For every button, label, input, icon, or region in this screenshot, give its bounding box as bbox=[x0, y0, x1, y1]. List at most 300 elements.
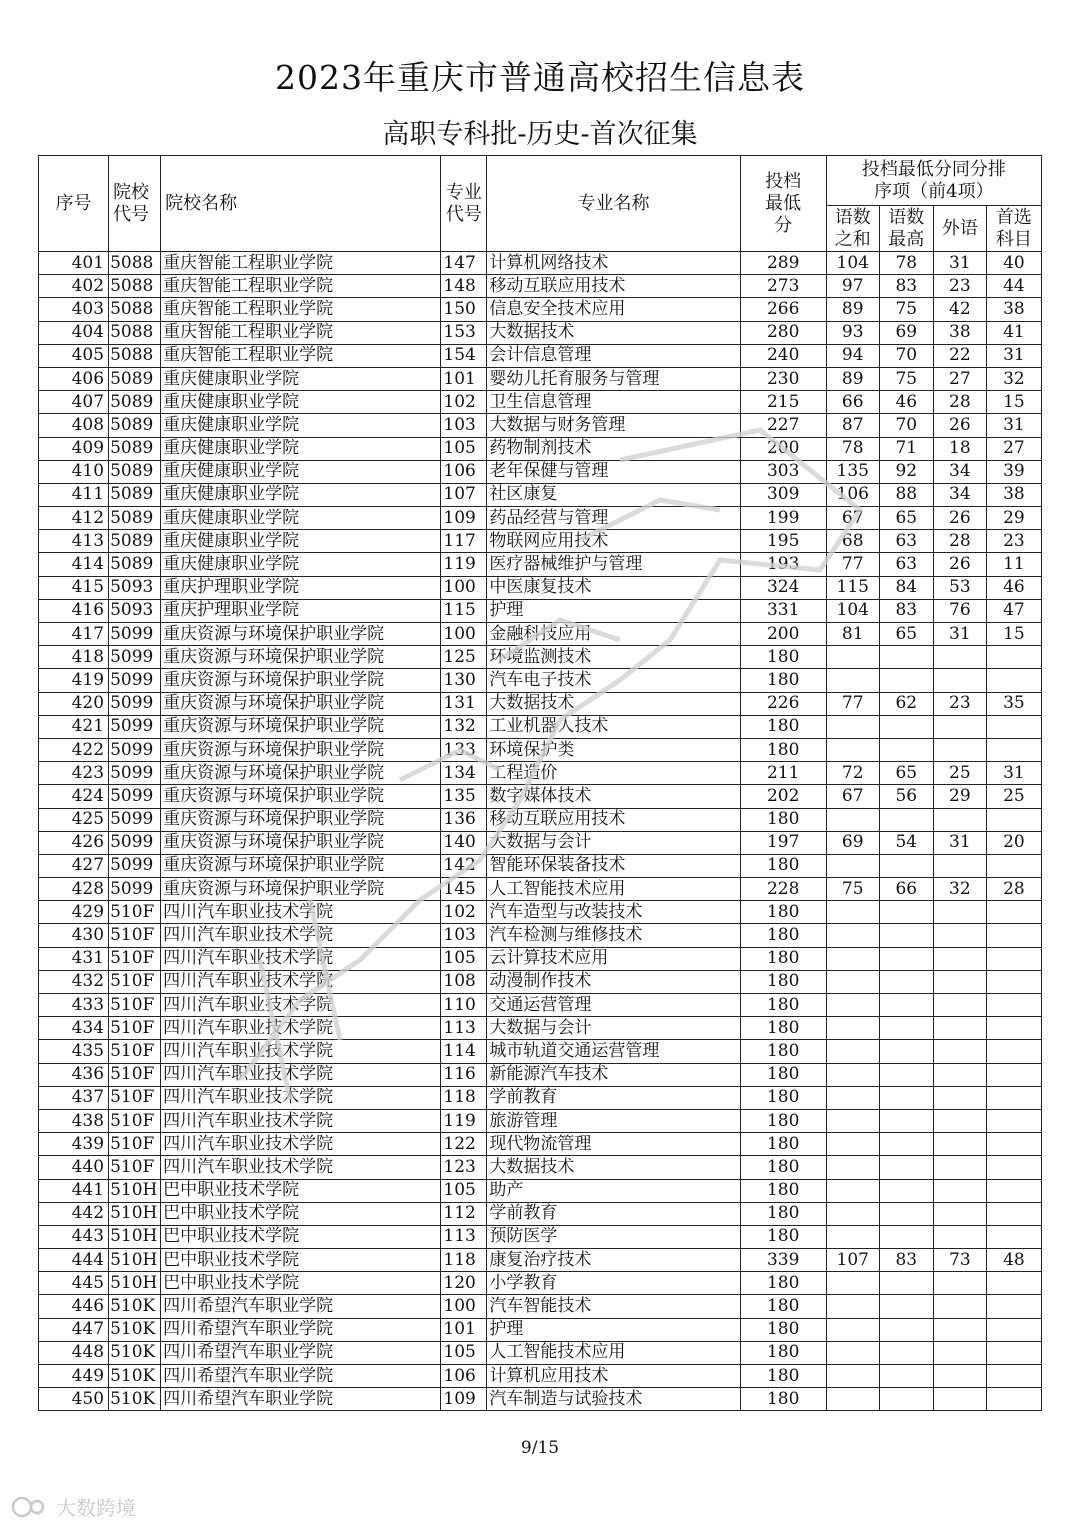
row-major-code: 133 bbox=[441, 738, 487, 761]
table-row bbox=[39, 1249, 1042, 1272]
row-major-name: 云计算技术应用 bbox=[487, 947, 740, 970]
table-row bbox=[39, 483, 1042, 506]
row-seq: 446 bbox=[39, 1295, 109, 1318]
row-school-code: 5089 bbox=[109, 530, 161, 553]
row-min-score: 193 bbox=[740, 553, 826, 576]
row-school-name: 重庆资源与环境保护职业学院 bbox=[161, 715, 441, 738]
row-min-score: 180 bbox=[740, 1086, 826, 1109]
row-major-code: 101 bbox=[441, 1318, 487, 1341]
row-school-name: 重庆智能工程职业学院 bbox=[161, 275, 441, 298]
table-row bbox=[39, 252, 1042, 275]
row-foreign-lang: 31 bbox=[933, 623, 986, 646]
row-school-name: 重庆资源与环境保护职业学院 bbox=[161, 785, 441, 808]
row-seq: 405 bbox=[39, 344, 109, 367]
row-major-name: 智能环保装备技术 bbox=[487, 854, 740, 877]
row-school-name: 重庆资源与环境保护职业学院 bbox=[161, 762, 441, 785]
row-foreign-lang bbox=[933, 1063, 986, 1086]
row-school-code: 5088 bbox=[109, 252, 161, 275]
row-foreign-lang bbox=[933, 1156, 986, 1179]
row-foreign-lang: 34 bbox=[933, 460, 986, 483]
row-chinese-math-sum: 72 bbox=[826, 762, 879, 785]
row-major-name: 汽车制造与试验技术 bbox=[487, 1388, 740, 1411]
row-foreign-lang: 18 bbox=[933, 437, 986, 460]
row-min-score: 180 bbox=[740, 1388, 826, 1411]
row-first-subject bbox=[986, 901, 1041, 924]
table-row bbox=[39, 808, 1042, 831]
row-major-code: 142 bbox=[441, 854, 487, 877]
row-foreign-lang: 32 bbox=[933, 878, 986, 901]
row-school-name: 重庆健康职业学院 bbox=[161, 553, 441, 576]
row-min-score: 200 bbox=[740, 623, 826, 646]
row-major-code: 140 bbox=[441, 831, 487, 854]
table-row bbox=[39, 391, 1042, 414]
row-school-name: 巴中职业技术学院 bbox=[161, 1179, 441, 1202]
row-chinese-math-sum bbox=[826, 1318, 879, 1341]
row-chinese-math-sum bbox=[826, 994, 879, 1017]
row-min-score: 211 bbox=[740, 762, 826, 785]
table-row bbox=[39, 1133, 1042, 1156]
row-seq: 403 bbox=[39, 298, 109, 321]
row-school-name: 重庆健康职业学院 bbox=[161, 507, 441, 530]
row-min-score: 180 bbox=[740, 1341, 826, 1364]
table-row bbox=[39, 878, 1042, 901]
row-major-name: 中医康复技术 bbox=[487, 576, 740, 599]
row-seq: 439 bbox=[39, 1133, 109, 1156]
row-major-name: 护理 bbox=[487, 1318, 740, 1341]
row-major-code: 110 bbox=[441, 994, 487, 1017]
row-foreign-lang: 27 bbox=[933, 367, 986, 390]
row-chinese-math-max bbox=[879, 1365, 933, 1388]
row-first-subject bbox=[986, 1388, 1041, 1411]
brand-name: 大数跨境 bbox=[56, 1496, 136, 1520]
row-major-code: 125 bbox=[441, 646, 487, 669]
row-major-name: 计算机应用技术 bbox=[487, 1365, 740, 1388]
row-first-subject bbox=[986, 994, 1041, 1017]
row-major-name: 婴幼儿托育服务与管理 bbox=[487, 367, 740, 390]
row-school-name: 巴中职业技术学院 bbox=[161, 1249, 441, 1272]
row-major-name: 城市轨道交通运营管理 bbox=[487, 1040, 740, 1063]
row-chinese-math-max: 88 bbox=[879, 483, 933, 506]
row-school-name: 重庆护理职业学院 bbox=[161, 576, 441, 599]
row-min-score: 180 bbox=[740, 1133, 826, 1156]
table-row bbox=[39, 530, 1042, 553]
row-foreign-lang: 31 bbox=[933, 831, 986, 854]
row-major-code: 106 bbox=[441, 460, 487, 483]
row-school-name: 四川希望汽车职业学院 bbox=[161, 1365, 441, 1388]
row-school-name: 重庆智能工程职业学院 bbox=[161, 252, 441, 275]
row-min-score: 180 bbox=[740, 715, 826, 738]
row-foreign-lang bbox=[933, 715, 986, 738]
table-row bbox=[39, 1318, 1042, 1341]
row-school-code: 5099 bbox=[109, 646, 161, 669]
row-chinese-math-sum: 75 bbox=[826, 878, 879, 901]
row-school-code: 5088 bbox=[109, 298, 161, 321]
row-foreign-lang: 25 bbox=[933, 762, 986, 785]
row-major-code: 145 bbox=[441, 878, 487, 901]
table-row bbox=[39, 414, 1042, 437]
row-major-code: 123 bbox=[441, 1156, 487, 1179]
row-major-code: 105 bbox=[441, 1179, 487, 1202]
table-row bbox=[39, 437, 1042, 460]
row-major-name: 助产 bbox=[487, 1179, 740, 1202]
row-chinese-math-max bbox=[879, 738, 933, 761]
table-row bbox=[39, 623, 1042, 646]
row-min-score: 180 bbox=[740, 854, 826, 877]
row-chinese-math-sum bbox=[826, 1202, 879, 1225]
row-chinese-math-max bbox=[879, 1086, 933, 1109]
row-seq: 418 bbox=[39, 646, 109, 669]
row-seq: 410 bbox=[39, 460, 109, 483]
row-major-name: 会计信息管理 bbox=[487, 344, 740, 367]
page-number: 9/15 bbox=[520, 1438, 560, 1458]
header-school-code: 院校代号 bbox=[109, 156, 161, 252]
row-foreign-lang bbox=[933, 1365, 986, 1388]
row-chinese-math-sum bbox=[826, 1109, 879, 1132]
row-foreign-lang bbox=[933, 1109, 986, 1132]
row-chinese-math-sum bbox=[826, 1225, 879, 1248]
row-school-name: 重庆资源与环境保护职业学院 bbox=[161, 692, 441, 715]
table-row bbox=[39, 599, 1042, 622]
row-first-subject: 32 bbox=[986, 367, 1041, 390]
row-foreign-lang: 29 bbox=[933, 785, 986, 808]
row-major-name: 数字媒体技术 bbox=[487, 785, 740, 808]
row-foreign-lang bbox=[933, 669, 986, 692]
row-school-code: 5099 bbox=[109, 692, 161, 715]
row-school-code: 510F bbox=[109, 1156, 161, 1179]
row-min-score: 280 bbox=[740, 321, 826, 344]
row-first-subject bbox=[986, 1086, 1041, 1109]
row-major-name: 大数据技术 bbox=[487, 321, 740, 344]
row-chinese-math-max: 75 bbox=[879, 298, 933, 321]
row-seq: 412 bbox=[39, 507, 109, 530]
row-chinese-math-max bbox=[879, 1318, 933, 1341]
row-school-code: 5099 bbox=[109, 808, 161, 831]
row-school-code: 510K bbox=[109, 1388, 161, 1411]
row-chinese-math-sum: 87 bbox=[826, 414, 879, 437]
row-chinese-math-max: 70 bbox=[879, 344, 933, 367]
row-school-code: 5099 bbox=[109, 762, 161, 785]
row-school-code: 510F bbox=[109, 1017, 161, 1040]
row-min-score: 289 bbox=[740, 252, 826, 275]
row-school-code: 5093 bbox=[109, 576, 161, 599]
row-first-subject: 20 bbox=[986, 831, 1041, 854]
row-chinese-math-sum bbox=[826, 1063, 879, 1086]
row-seq: 411 bbox=[39, 483, 109, 506]
row-foreign-lang bbox=[933, 1133, 986, 1156]
row-chinese-math-sum bbox=[826, 901, 879, 924]
row-major-code: 103 bbox=[441, 924, 487, 947]
row-first-subject bbox=[986, 1341, 1041, 1364]
row-foreign-lang bbox=[933, 1225, 986, 1248]
row-first-subject bbox=[986, 1156, 1041, 1179]
row-first-subject bbox=[986, 738, 1041, 761]
row-foreign-lang bbox=[933, 1295, 986, 1318]
row-chinese-math-sum: 89 bbox=[826, 367, 879, 390]
row-chinese-math-max: 83 bbox=[879, 599, 933, 622]
brand-logo-icon bbox=[10, 1495, 50, 1519]
row-seq: 432 bbox=[39, 970, 109, 993]
row-chinese-math-sum bbox=[826, 738, 879, 761]
row-major-code: 147 bbox=[441, 252, 487, 275]
row-chinese-math-max bbox=[879, 924, 933, 947]
row-major-code: 100 bbox=[441, 1295, 487, 1318]
row-major-code: 119 bbox=[441, 553, 487, 576]
row-foreign-lang: 23 bbox=[933, 692, 986, 715]
row-major-code: 105 bbox=[441, 1341, 487, 1364]
row-chinese-math-sum bbox=[826, 1133, 879, 1156]
row-school-code: 5089 bbox=[109, 483, 161, 506]
row-first-subject: 35 bbox=[986, 692, 1041, 715]
row-chinese-math-sum bbox=[826, 1272, 879, 1295]
row-chinese-math-max: 62 bbox=[879, 692, 933, 715]
row-foreign-lang bbox=[933, 854, 986, 877]
row-first-subject bbox=[986, 1202, 1041, 1225]
row-chinese-math-max: 83 bbox=[879, 1249, 933, 1272]
table-row bbox=[39, 1202, 1042, 1225]
table-row bbox=[39, 1295, 1042, 1318]
row-min-score: 339 bbox=[740, 1249, 826, 1272]
row-min-score: 331 bbox=[740, 599, 826, 622]
row-school-name: 四川汽车职业技术学院 bbox=[161, 1156, 441, 1179]
row-major-name: 学前教育 bbox=[487, 1086, 740, 1109]
row-seq: 423 bbox=[39, 762, 109, 785]
row-foreign-lang bbox=[933, 901, 986, 924]
row-seq: 404 bbox=[39, 321, 109, 344]
row-seq: 442 bbox=[39, 1202, 109, 1225]
row-major-code: 113 bbox=[441, 1017, 487, 1040]
row-school-name: 巴中职业技术学院 bbox=[161, 1202, 441, 1225]
row-first-subject bbox=[986, 970, 1041, 993]
row-foreign-lang bbox=[933, 738, 986, 761]
row-foreign-lang bbox=[933, 646, 986, 669]
row-first-subject bbox=[986, 1040, 1041, 1063]
row-foreign-lang: 38 bbox=[933, 321, 986, 344]
header-foreign-lang: 外语 bbox=[933, 206, 986, 252]
row-seq: 416 bbox=[39, 599, 109, 622]
row-foreign-lang: 22 bbox=[933, 344, 986, 367]
row-school-code: 5089 bbox=[109, 460, 161, 483]
row-seq: 435 bbox=[39, 1040, 109, 1063]
row-major-name: 物联网应用技术 bbox=[487, 530, 740, 553]
row-major-name: 环境保护类 bbox=[487, 738, 740, 761]
row-min-score: 180 bbox=[740, 808, 826, 831]
row-min-score: 180 bbox=[740, 1202, 826, 1225]
row-first-subject: 44 bbox=[986, 275, 1041, 298]
row-foreign-lang: 73 bbox=[933, 1249, 986, 1272]
row-foreign-lang: 34 bbox=[933, 483, 986, 506]
row-seq: 437 bbox=[39, 1086, 109, 1109]
row-seq: 401 bbox=[39, 252, 109, 275]
row-major-code: 102 bbox=[441, 901, 487, 924]
row-chinese-math-sum bbox=[826, 970, 879, 993]
row-seq: 440 bbox=[39, 1156, 109, 1179]
row-major-name: 学前教育 bbox=[487, 1202, 740, 1225]
row-min-score: 180 bbox=[740, 1179, 826, 1202]
row-major-code: 148 bbox=[441, 275, 487, 298]
row-major-name: 汽车检测与维修技术 bbox=[487, 924, 740, 947]
header-major-code: 专业代号 bbox=[441, 156, 487, 252]
row-chinese-math-max: 56 bbox=[879, 785, 933, 808]
row-school-code: 510F bbox=[109, 947, 161, 970]
row-first-subject: 47 bbox=[986, 599, 1041, 622]
row-school-name: 重庆资源与环境保护职业学院 bbox=[161, 878, 441, 901]
row-chinese-math-max bbox=[879, 1272, 933, 1295]
row-seq: 447 bbox=[39, 1318, 109, 1341]
row-school-name: 四川汽车职业技术学院 bbox=[161, 970, 441, 993]
row-chinese-math-sum bbox=[826, 1388, 879, 1411]
row-chinese-math-sum bbox=[826, 1295, 879, 1318]
row-school-name: 四川汽车职业技术学院 bbox=[161, 1063, 441, 1086]
row-school-name: 重庆资源与环境保护职业学院 bbox=[161, 623, 441, 646]
row-major-code: 100 bbox=[441, 576, 487, 599]
table-row bbox=[39, 1017, 1042, 1040]
row-chinese-math-max: 75 bbox=[879, 367, 933, 390]
row-school-code: 510F bbox=[109, 1063, 161, 1086]
row-chinese-math-max: 83 bbox=[879, 275, 933, 298]
row-major-name: 卫生信息管理 bbox=[487, 391, 740, 414]
row-major-code: 112 bbox=[441, 1202, 487, 1225]
row-min-score: 200 bbox=[740, 437, 826, 460]
row-major-name: 现代物流管理 bbox=[487, 1133, 740, 1156]
table-row bbox=[39, 947, 1042, 970]
row-foreign-lang: 28 bbox=[933, 530, 986, 553]
row-school-code: 510H bbox=[109, 1225, 161, 1248]
row-chinese-math-sum: 78 bbox=[826, 437, 879, 460]
row-min-score: 180 bbox=[740, 1017, 826, 1040]
row-seq: 450 bbox=[39, 1388, 109, 1411]
row-min-score: 180 bbox=[740, 947, 826, 970]
row-min-score: 202 bbox=[740, 785, 826, 808]
row-school-name: 重庆资源与环境保护职业学院 bbox=[161, 669, 441, 692]
row-first-subject: 38 bbox=[986, 483, 1041, 506]
table-row bbox=[39, 1179, 1042, 1202]
row-chinese-math-sum: 93 bbox=[826, 321, 879, 344]
row-major-code: 100 bbox=[441, 623, 487, 646]
row-school-code: 510F bbox=[109, 970, 161, 993]
row-first-subject bbox=[986, 808, 1041, 831]
row-major-code: 134 bbox=[441, 762, 487, 785]
row-foreign-lang bbox=[933, 1388, 986, 1411]
row-min-score: 180 bbox=[740, 901, 826, 924]
row-major-name: 动漫制作技术 bbox=[487, 970, 740, 993]
table-row bbox=[39, 576, 1042, 599]
row-chinese-math-max bbox=[879, 1156, 933, 1179]
row-chinese-math-sum: 67 bbox=[826, 507, 879, 530]
row-school-name: 重庆健康职业学院 bbox=[161, 530, 441, 553]
table-row bbox=[39, 854, 1042, 877]
row-seq: 420 bbox=[39, 692, 109, 715]
table-row bbox=[39, 646, 1042, 669]
row-major-code: 109 bbox=[441, 507, 487, 530]
row-foreign-lang: 26 bbox=[933, 507, 986, 530]
row-school-code: 5089 bbox=[109, 553, 161, 576]
row-seq: 445 bbox=[39, 1272, 109, 1295]
row-chinese-math-sum: 135 bbox=[826, 460, 879, 483]
row-major-name: 小学教育 bbox=[487, 1272, 740, 1295]
row-first-subject: 27 bbox=[986, 437, 1041, 460]
row-chinese-math-max: 46 bbox=[879, 391, 933, 414]
row-first-subject: 41 bbox=[986, 321, 1041, 344]
row-school-code: 510K bbox=[109, 1318, 161, 1341]
row-first-subject bbox=[986, 1109, 1041, 1132]
row-chinese-math-max bbox=[879, 1225, 933, 1248]
row-school-name: 重庆资源与环境保护职业学院 bbox=[161, 854, 441, 877]
row-chinese-math-max bbox=[879, 854, 933, 877]
row-chinese-math-sum bbox=[826, 947, 879, 970]
row-major-name: 移动互联应用技术 bbox=[487, 275, 740, 298]
row-min-score: 227 bbox=[740, 414, 826, 437]
table-row bbox=[39, 692, 1042, 715]
row-first-subject: 15 bbox=[986, 391, 1041, 414]
table-row bbox=[39, 831, 1042, 854]
row-min-score: 228 bbox=[740, 878, 826, 901]
table-row bbox=[39, 1341, 1042, 1364]
row-school-name: 四川汽车职业技术学院 bbox=[161, 1133, 441, 1156]
row-foreign-lang bbox=[933, 1040, 986, 1063]
row-foreign-lang bbox=[933, 994, 986, 1017]
header-chinese-math-sum: 语数之和 bbox=[826, 206, 879, 252]
row-min-score: 180 bbox=[740, 669, 826, 692]
row-chinese-math-sum bbox=[826, 1017, 879, 1040]
row-major-code: 102 bbox=[441, 391, 487, 414]
row-school-code: 510F bbox=[109, 1133, 161, 1156]
row-min-score: 180 bbox=[740, 1156, 826, 1179]
row-foreign-lang: 26 bbox=[933, 553, 986, 576]
row-first-subject: 31 bbox=[986, 344, 1041, 367]
table-row bbox=[39, 275, 1042, 298]
row-chinese-math-max: 69 bbox=[879, 321, 933, 344]
row-min-score: 180 bbox=[740, 646, 826, 669]
row-seq: 428 bbox=[39, 878, 109, 901]
row-min-score: 180 bbox=[740, 1040, 826, 1063]
row-school-name: 重庆健康职业学院 bbox=[161, 414, 441, 437]
row-major-name: 药品经营与管理 bbox=[487, 507, 740, 530]
row-chinese-math-sum bbox=[826, 1341, 879, 1364]
row-major-code: 118 bbox=[441, 1249, 487, 1272]
row-major-name: 康复治疗技术 bbox=[487, 1249, 740, 1272]
table-body bbox=[39, 252, 1042, 1411]
row-chinese-math-max: 54 bbox=[879, 831, 933, 854]
row-foreign-lang bbox=[933, 1086, 986, 1109]
row-major-code: 117 bbox=[441, 530, 487, 553]
row-school-name: 四川希望汽车职业学院 bbox=[161, 1341, 441, 1364]
row-first-subject bbox=[986, 1017, 1041, 1040]
row-first-subject: 11 bbox=[986, 553, 1041, 576]
row-chinese-math-sum bbox=[826, 715, 879, 738]
row-min-score: 195 bbox=[740, 530, 826, 553]
row-major-code: 113 bbox=[441, 1225, 487, 1248]
row-seq: 409 bbox=[39, 437, 109, 460]
row-major-name: 预防医学 bbox=[487, 1225, 740, 1248]
row-major-code: 119 bbox=[441, 1109, 487, 1132]
row-major-name: 社区康复 bbox=[487, 483, 740, 506]
row-school-name: 四川汽车职业技术学院 bbox=[161, 1017, 441, 1040]
row-major-code: 153 bbox=[441, 321, 487, 344]
row-school-name: 重庆资源与环境保护职业学院 bbox=[161, 808, 441, 831]
row-major-name: 人工智能技术应用 bbox=[487, 1341, 740, 1364]
table-row bbox=[39, 1272, 1042, 1295]
row-seq: 422 bbox=[39, 738, 109, 761]
row-seq: 425 bbox=[39, 808, 109, 831]
row-chinese-math-sum bbox=[826, 1040, 879, 1063]
row-major-name: 交通运营管理 bbox=[487, 994, 740, 1017]
row-major-name: 大数据与会计 bbox=[487, 831, 740, 854]
row-first-subject bbox=[986, 854, 1041, 877]
table-row bbox=[39, 321, 1042, 344]
row-chinese-math-max bbox=[879, 1388, 933, 1411]
row-school-code: 5099 bbox=[109, 738, 161, 761]
row-major-code: 116 bbox=[441, 1063, 487, 1086]
